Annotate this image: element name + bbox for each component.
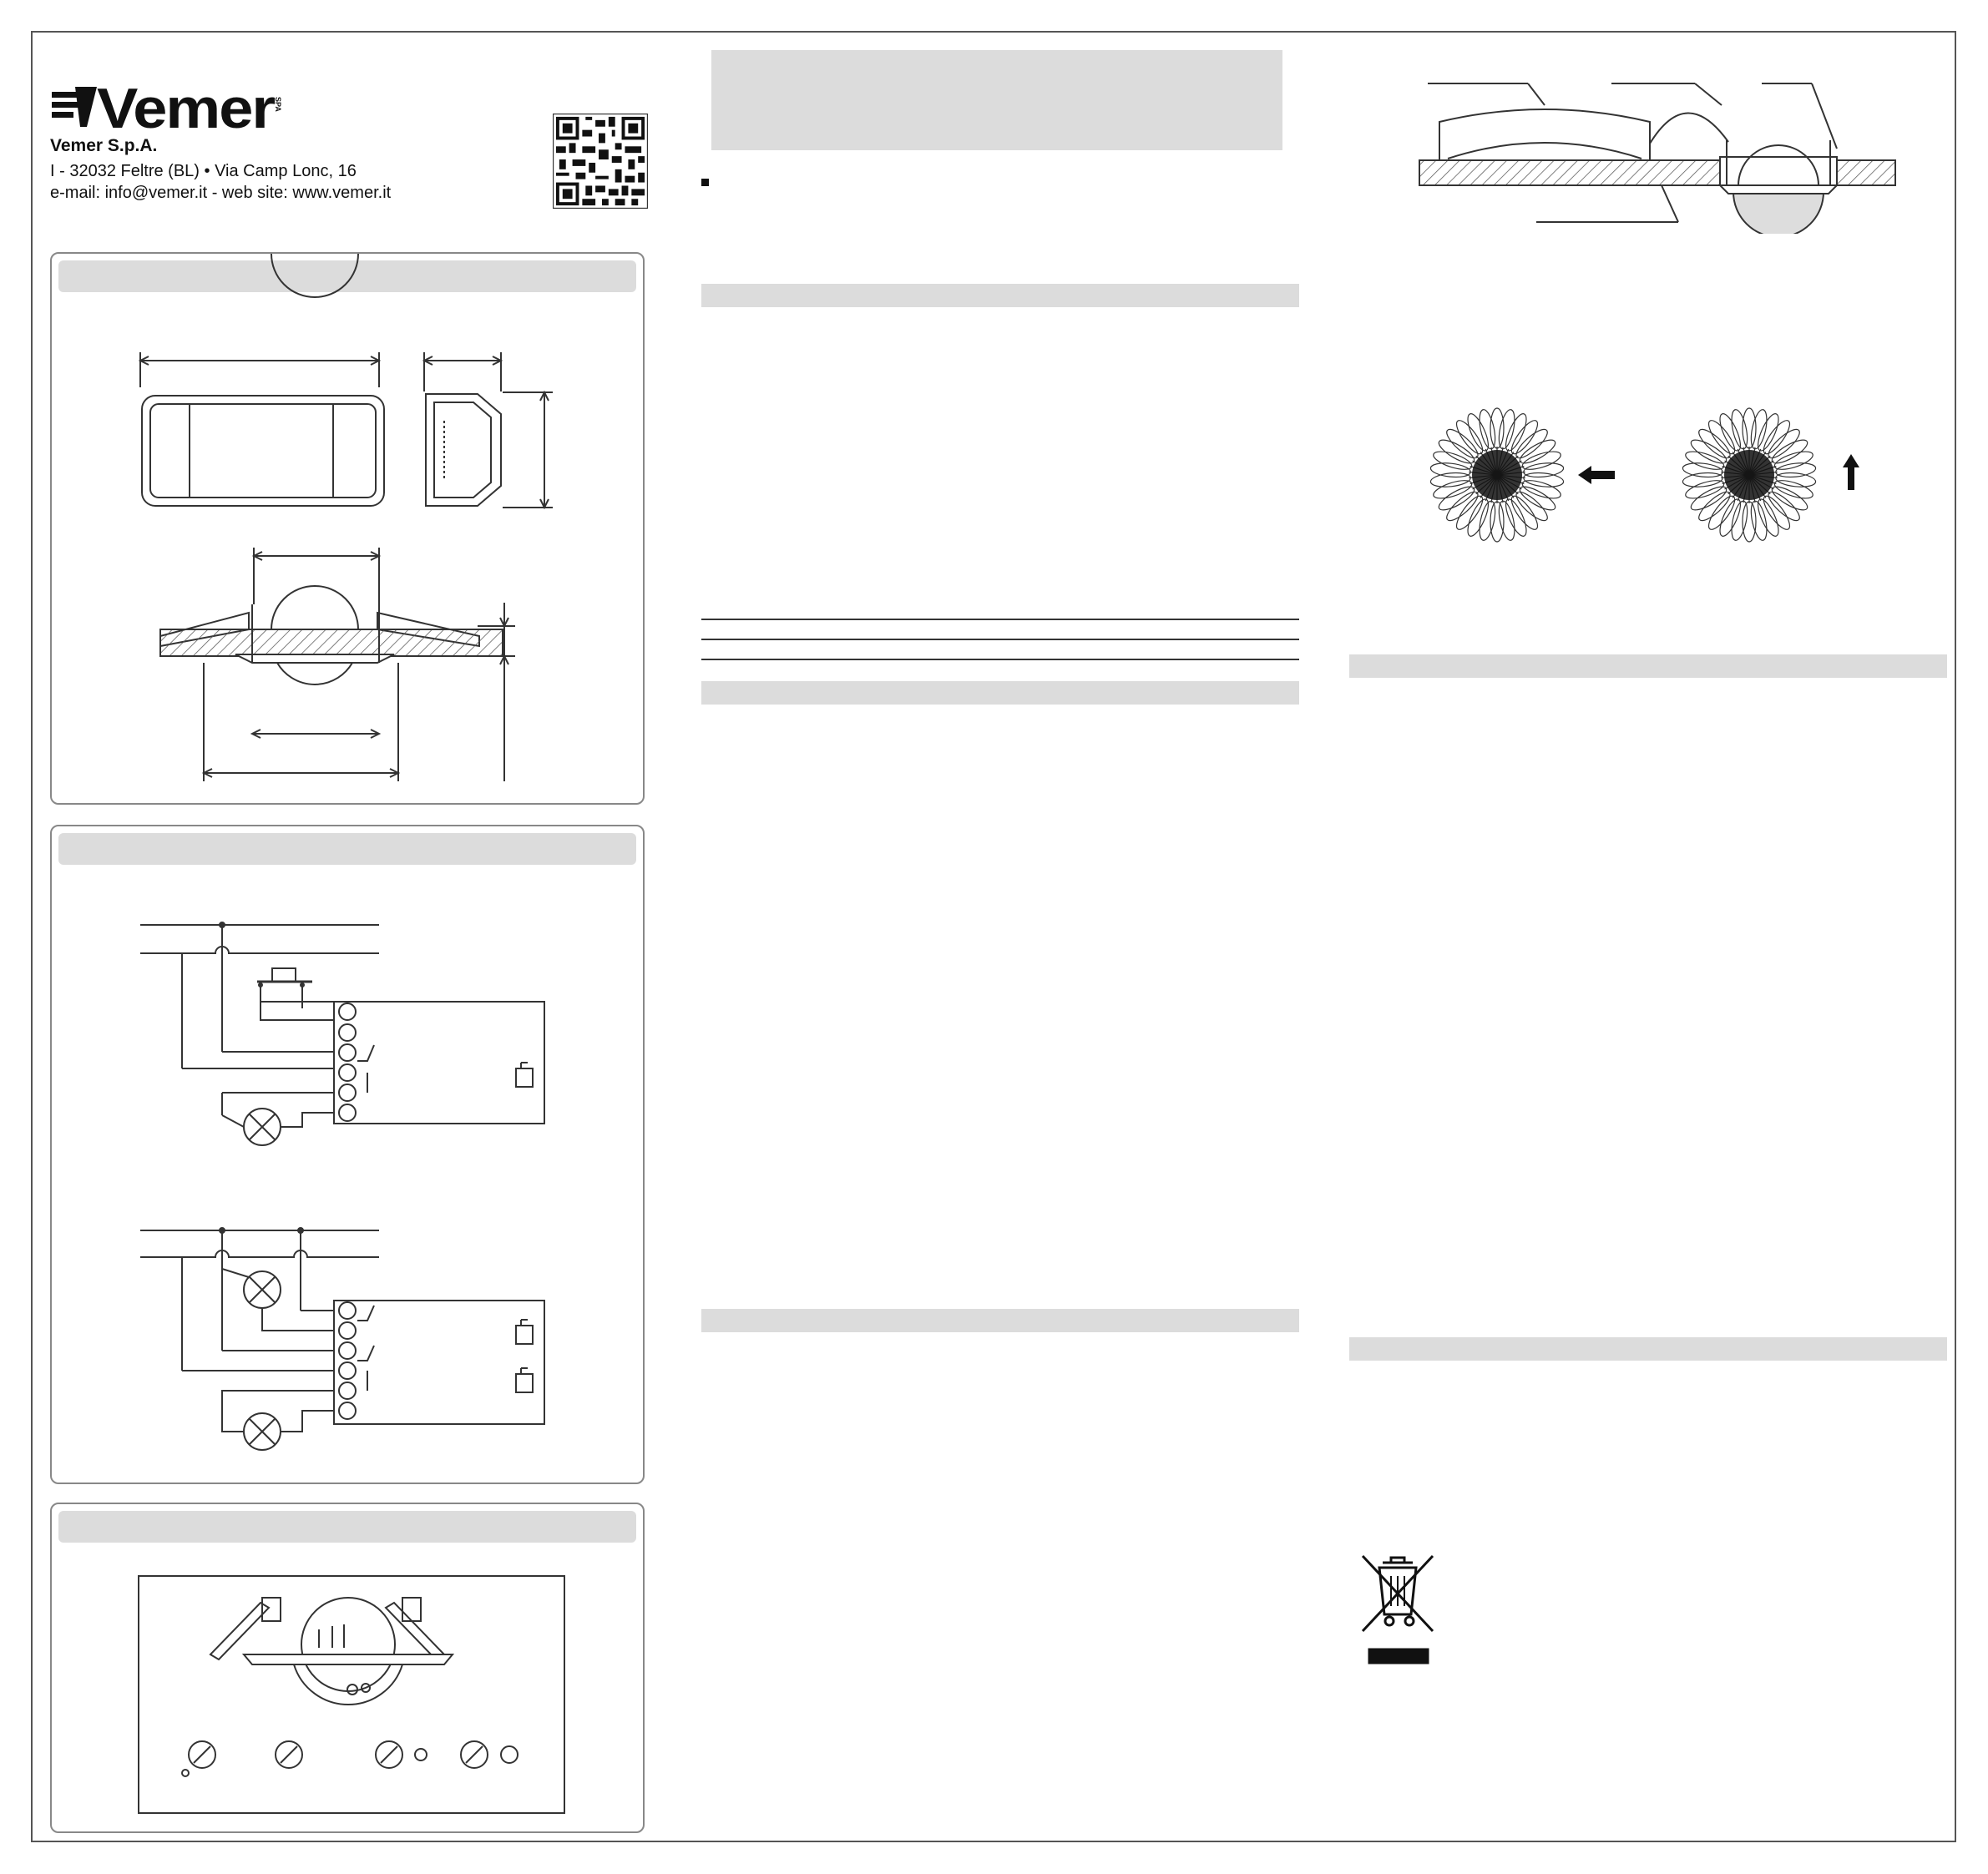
section-bar-3 xyxy=(701,1309,1299,1332)
qr-code-icon[interactable] xyxy=(553,114,648,209)
table-rule-mid xyxy=(701,639,1299,640)
section-bar-2 xyxy=(701,681,1299,705)
crossed-out-wheelie-bin-icon xyxy=(1358,1551,1438,1668)
wiring-panel xyxy=(50,825,645,1484)
section-bar-4 xyxy=(1349,654,1947,678)
table-rule-bottom xyxy=(701,659,1299,660)
arrow-left-icon xyxy=(1578,464,1616,486)
company-contact: e-mail: info@vemer.it - web site: www.vemer.it xyxy=(50,184,392,202)
section-bar-1 xyxy=(701,284,1299,307)
detection-pattern-lateral xyxy=(1426,404,1568,546)
vemer-logo-mark-icon xyxy=(50,83,100,130)
dimensions-drawing xyxy=(52,254,643,803)
wiring-diagram xyxy=(52,826,643,1483)
company-name: Vemer S.p.A. xyxy=(50,136,158,155)
adjustments-panel xyxy=(50,1503,645,1833)
table-rule-top xyxy=(701,619,1299,620)
adjustments-drawing xyxy=(52,1504,643,1831)
ceiling-install-drawing xyxy=(1411,67,1904,234)
section-bar-5 xyxy=(1349,1337,1947,1361)
brand-logo xyxy=(50,76,282,140)
dimensions-panel xyxy=(50,252,645,805)
brand-logo-suffix: SPA xyxy=(274,97,282,112)
company-address: I - 32032 Feltre (BL) • Via Camp Lonc, 16 xyxy=(50,162,357,180)
detection-pattern-frontal xyxy=(1678,404,1820,546)
brand-logo-text: Vemer xyxy=(97,76,275,140)
square-bullet-icon xyxy=(701,179,709,186)
title-block xyxy=(711,50,1282,150)
arrow-up-icon xyxy=(1842,454,1860,491)
